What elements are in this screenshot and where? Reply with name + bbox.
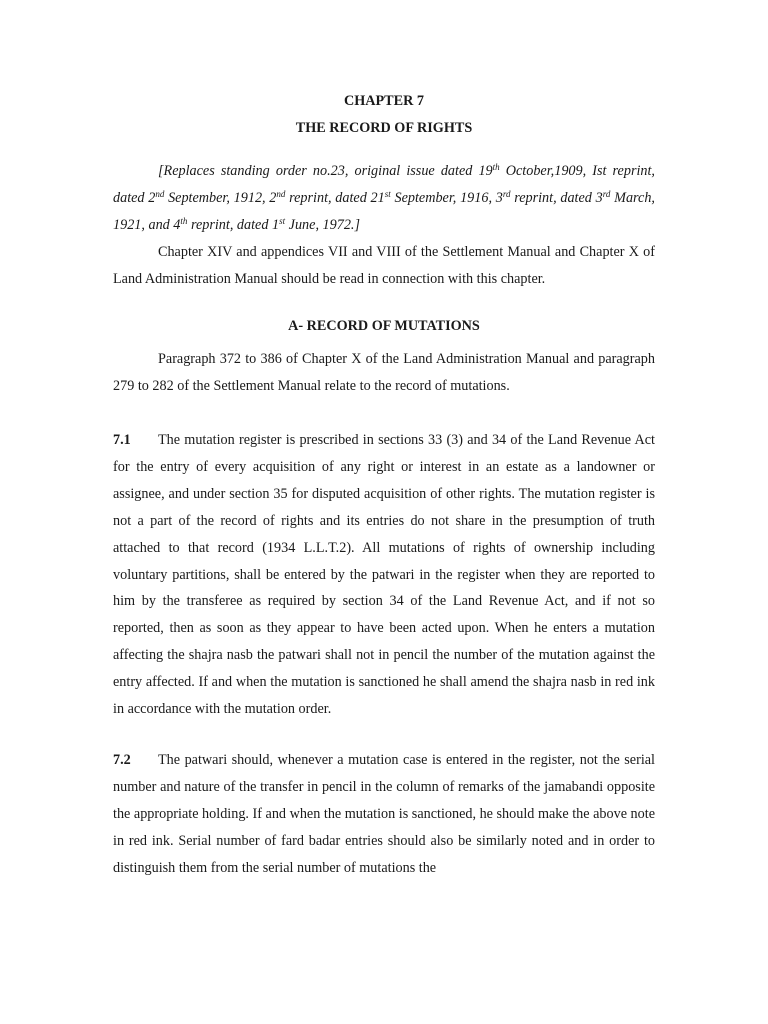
intro-paragraph: Chapter XIV and appendices VII and VIII of the Settlement Manual and Chapter X of Land Administration Manual should be read in connection with this chapter. <box>113 244 655 287</box>
chapter-title: THE RECORD OF RIGHTS <box>295 120 473 136</box>
paragraph-number: 7.2 <box>113 752 131 768</box>
replaces-sup: nd <box>276 188 286 199</box>
replaces-text: [Replaces standing order no.23, original issue dated 19 <box>158 163 493 179</box>
replaces-sup: rd <box>602 188 611 199</box>
replaces-text: reprint, dated 21 <box>285 189 385 206</box>
paragraph-text: The mutation register is prescribed in sections 33 (3) and 34 of the Land Revenue Act for the entry of every acquisition of any right or interest in an estate as a landowner or assignee, and under section 35 for disputed acquisition of other rights. The mutation register is not a part of the record of rights and its entries do not share in the presumption of truth attached to that record (1934 L.L.T.2). All mutations of rights of ownership including voluntary partitions, shall be entered by the patwari in the register when they are reported to him by the transferee as required by section 34 of the Land Revenue Act, and if not so reported, then as soon as they appear to have been acted upon. When he enters a mutation affecting the shajra nasb the patwari shall not in pencil the number of the mutation against the entry affected. If and when the mutation is sanctioned he shall amend the shajra nasb in red ink in accordance with the mutation order. <box>113 432 655 718</box>
chapter-number: CHAPTER 7 <box>343 93 424 109</box>
replaces-text: reprint, dated 1 <box>187 216 280 233</box>
section-heading: A- RECORD OF MUTATIONS <box>288 318 480 334</box>
paragraph-7-1 <box>113 427 655 723</box>
replaces-sup: th <box>180 215 188 226</box>
replaces-text: October,1909, Ist reprint, dated 2 <box>113 163 655 206</box>
replaces-note <box>113 158 655 239</box>
replaces-text: June, 1972.] <box>285 216 360 233</box>
replaces-text: reprint, dated 3 <box>510 189 603 206</box>
paragraph-7-2 <box>113 747 655 882</box>
paragraph-number: 7.1 <box>113 432 131 448</box>
replaces-sup: nd <box>155 188 165 199</box>
replaces-text: September, 1916, 3 <box>390 189 503 206</box>
paragraph-text: The patwari should, whenever a mutation case is entered in the register, not the serial number and nature of the transfer in pencil in the column of remarks of the jamabandi opposite the appropriate holding. If and when the mutation is sanctioned, he should make the above note in red ink. Serial number of fard badar entries should also be similarly noted and in order to distinguish them from the serial number of mutations the <box>113 752 655 876</box>
replaces-sup: st <box>279 215 286 226</box>
replaces-sup: rd <box>502 188 511 199</box>
replaces-text: March, 1921, and 4 <box>113 189 655 233</box>
section-intro-paragraph: Paragraph 372 to 386 of Chapter X of the Land Administration Manual and paragraph 279 to 282 of the Settlement Manual relate to the record of mutations. <box>113 351 655 394</box>
replaces-sup: th <box>492 162 500 172</box>
replaces-text: September, 1912, 2 <box>164 189 277 206</box>
replaces-sup: st <box>384 188 391 199</box>
